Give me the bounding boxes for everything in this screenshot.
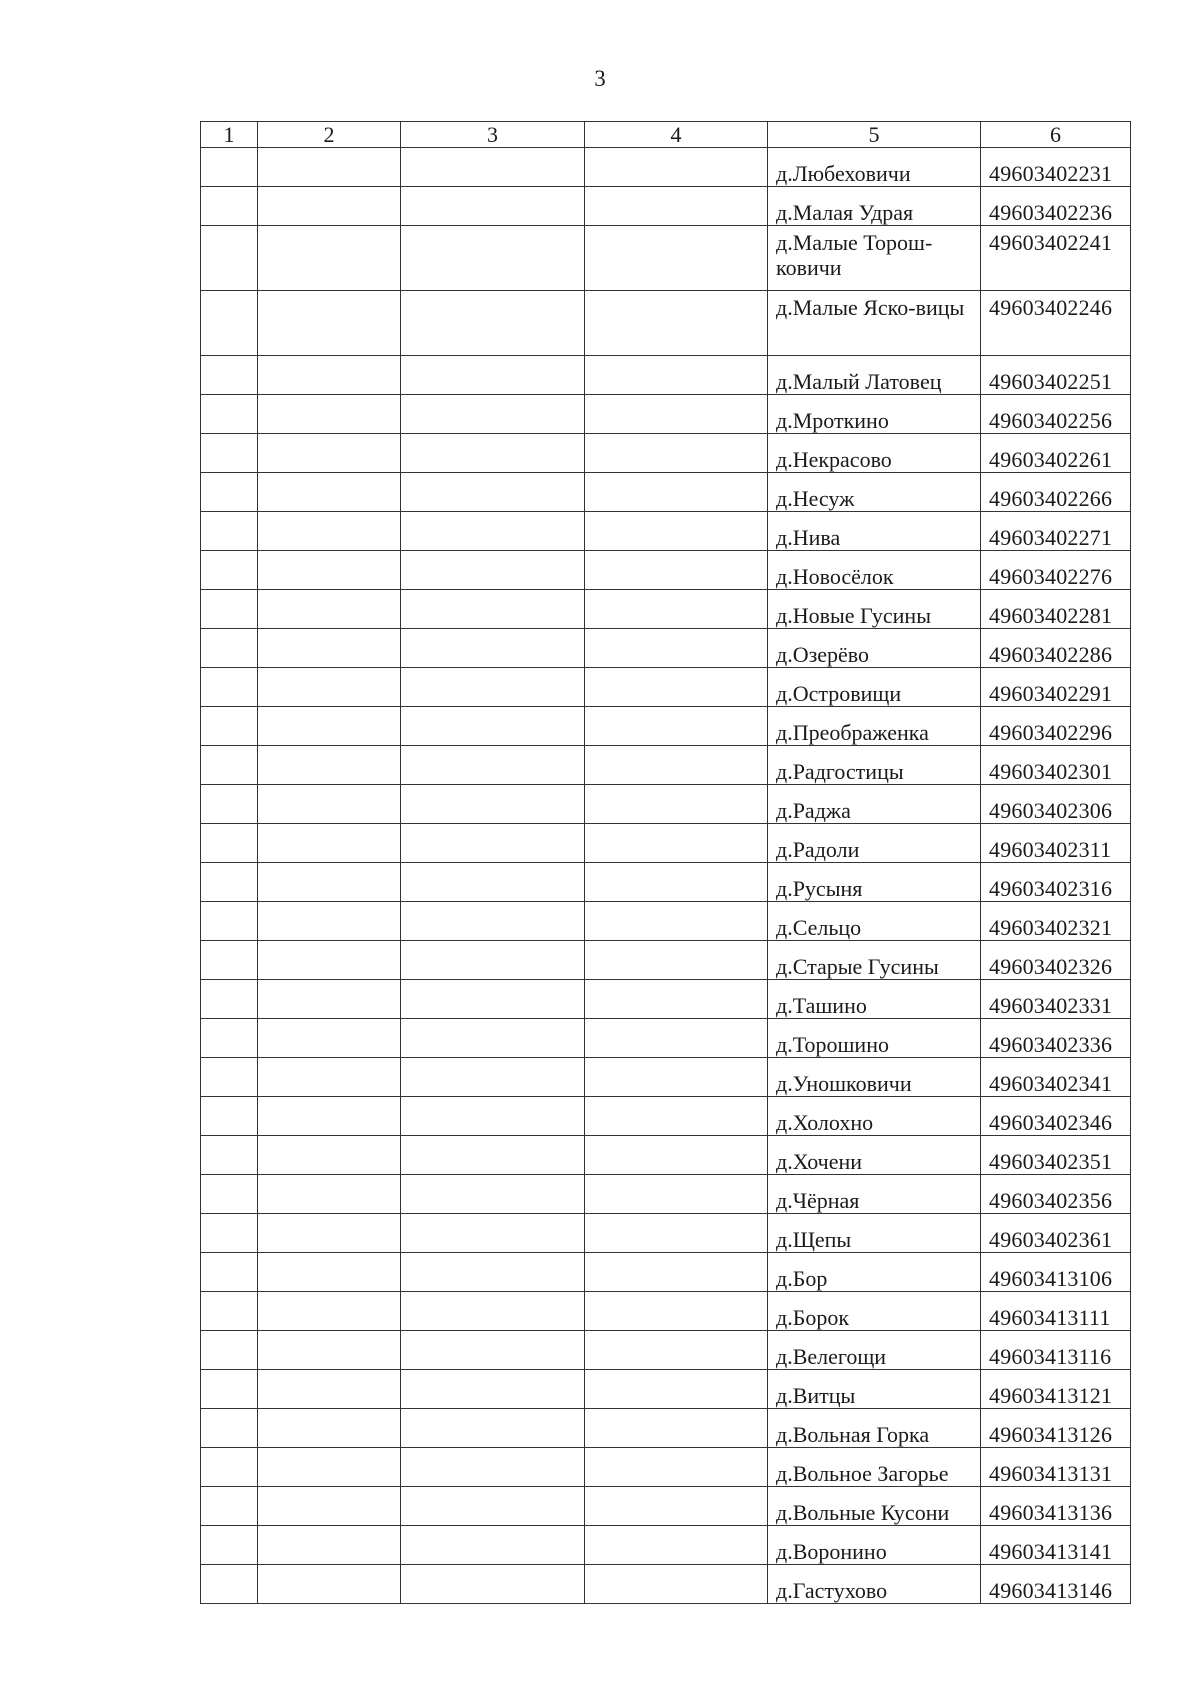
oktmo-code-cell: 49603413146	[981, 1565, 1131, 1604]
oktmo-code-cell: 49603413116	[981, 1331, 1131, 1370]
oktmo-code-cell: 49603402361	[981, 1214, 1131, 1253]
settlement-name-cell: д.Гастухово	[768, 1565, 981, 1604]
cell-col-3	[401, 746, 585, 785]
cell-col-4	[585, 148, 768, 187]
cell-col-4	[585, 1526, 768, 1565]
settlement-name-cell: д.Островищи	[768, 668, 981, 707]
cell-col-2	[258, 1214, 401, 1253]
cell-col-1	[201, 590, 258, 629]
cell-col-2	[258, 395, 401, 434]
cell-col-2	[258, 707, 401, 746]
cell-col-3	[401, 668, 585, 707]
oktmo-code-cell: 49603402336	[981, 1019, 1131, 1058]
cell-col-1	[201, 785, 258, 824]
oktmo-code-cell: 49603402321	[981, 902, 1131, 941]
cell-col-2	[258, 1097, 401, 1136]
cell-col-2	[258, 1175, 401, 1214]
cell-col-3	[401, 148, 585, 187]
cell-col-4	[585, 1292, 768, 1331]
cell-col-4	[585, 1019, 768, 1058]
cell-col-4	[585, 187, 768, 226]
cell-col-4	[585, 226, 768, 291]
settlement-name-cell: д.Торошино	[768, 1019, 981, 1058]
table-row	[201, 1175, 1131, 1214]
cell-col-3	[401, 434, 585, 473]
cell-col-4	[585, 1214, 768, 1253]
column-header-3: 3	[401, 122, 585, 148]
cell-col-4	[585, 551, 768, 590]
oktmo-code-cell: 49603402271	[981, 512, 1131, 551]
cell-col-2	[258, 1136, 401, 1175]
cell-col-1	[201, 863, 258, 902]
cell-col-4	[585, 1370, 768, 1409]
cell-col-2	[258, 1370, 401, 1409]
table-row	[201, 746, 1131, 785]
column-header-4: 4	[585, 122, 768, 148]
cell-col-3	[401, 707, 585, 746]
cell-col-1	[201, 1370, 258, 1409]
cell-col-1	[201, 1292, 258, 1331]
cell-col-2	[258, 356, 401, 395]
settlement-name-cell: д.Вольные Кусони	[768, 1487, 981, 1526]
settlements-table	[200, 121, 1131, 1604]
cell-col-4	[585, 863, 768, 902]
settlement-name-cell: д.Малая Удрая	[768, 187, 981, 226]
cell-col-2	[258, 1565, 401, 1604]
cell-col-4	[585, 590, 768, 629]
cell-col-3	[401, 1448, 585, 1487]
cell-col-1	[201, 1097, 258, 1136]
oktmo-code-cell: 49603402351	[981, 1136, 1131, 1175]
table-row	[201, 1214, 1131, 1253]
column-header-1: 1	[201, 122, 258, 148]
oktmo-code-cell: 49603402241	[981, 226, 1131, 291]
cell-col-3	[401, 941, 585, 980]
table-row	[201, 1526, 1131, 1565]
cell-col-4	[585, 473, 768, 512]
oktmo-code-cell: 49603402311	[981, 824, 1131, 863]
cell-col-2	[258, 1448, 401, 1487]
table-row	[201, 1058, 1131, 1097]
cell-col-2	[258, 1019, 401, 1058]
cell-col-1	[201, 668, 258, 707]
cell-col-4	[585, 980, 768, 1019]
cell-col-3	[401, 1097, 585, 1136]
settlement-name-cell: д.Некрасово	[768, 434, 981, 473]
cell-col-3	[401, 1292, 585, 1331]
cell-col-1	[201, 148, 258, 187]
oktmo-code-cell: 49603402316	[981, 863, 1131, 902]
cell-col-2	[258, 1058, 401, 1097]
settlement-name-cell: д.Малые Торош-ковичи	[768, 226, 981, 291]
oktmo-code-cell: 49603402306	[981, 785, 1131, 824]
settlement-name-cell: д.Воронино	[768, 1526, 981, 1565]
settlement-name-cell: д.Любеховичи	[768, 148, 981, 187]
cell-col-1	[201, 1409, 258, 1448]
cell-col-3	[401, 1175, 585, 1214]
settlement-name-cell: д.Холохно	[768, 1097, 981, 1136]
cell-col-1	[201, 629, 258, 668]
cell-col-2	[258, 1292, 401, 1331]
cell-col-1	[201, 1019, 258, 1058]
cell-col-3	[401, 980, 585, 1019]
cell-col-2	[258, 473, 401, 512]
cell-col-3	[401, 824, 585, 863]
cell-col-4	[585, 785, 768, 824]
cell-col-2	[258, 824, 401, 863]
oktmo-code-cell: 49603402356	[981, 1175, 1131, 1214]
oktmo-code-cell: 49603413126	[981, 1409, 1131, 1448]
cell-col-4	[585, 746, 768, 785]
cell-col-3	[401, 512, 585, 551]
oktmo-code-cell: 49603402251	[981, 356, 1131, 395]
cell-col-1	[201, 902, 258, 941]
oktmo-code-cell: 49603402286	[981, 629, 1131, 668]
cell-col-3	[401, 395, 585, 434]
oktmo-code-cell: 49603413131	[981, 1448, 1131, 1487]
oktmo-code-cell: 49603402296	[981, 707, 1131, 746]
table-row	[201, 1097, 1131, 1136]
column-header-5: 5	[768, 122, 981, 148]
cell-col-1	[201, 291, 258, 356]
cell-col-3	[401, 863, 585, 902]
cell-col-1	[201, 746, 258, 785]
cell-col-1	[201, 941, 258, 980]
cell-col-2	[258, 785, 401, 824]
oktmo-code-cell: 49603413106	[981, 1253, 1131, 1292]
settlement-name-cell: д.Щепы	[768, 1214, 981, 1253]
table-row	[201, 668, 1131, 707]
page-number: 3	[594, 66, 606, 91]
table-row	[201, 1370, 1131, 1409]
table-row	[201, 226, 1131, 291]
table-row	[201, 785, 1131, 824]
cell-col-1	[201, 434, 258, 473]
settlement-name-cell: д.Радгостицы	[768, 746, 981, 785]
cell-col-2	[258, 1409, 401, 1448]
table-row	[201, 1331, 1131, 1370]
settlement-name-cell: д.Малые Яско-вицы	[768, 291, 981, 356]
table-row	[201, 395, 1131, 434]
oktmo-code-cell: 49603402256	[981, 395, 1131, 434]
cell-col-4	[585, 941, 768, 980]
cell-col-3	[401, 1331, 585, 1370]
settlement-name-cell: д.Мроткино	[768, 395, 981, 434]
cell-col-3	[401, 1565, 585, 1604]
table-row	[201, 980, 1131, 1019]
table-row	[201, 629, 1131, 668]
cell-col-3	[401, 473, 585, 512]
cell-col-4	[585, 1448, 768, 1487]
table-row	[201, 590, 1131, 629]
cell-col-2	[258, 187, 401, 226]
cell-col-1	[201, 1175, 258, 1214]
cell-col-3	[401, 629, 585, 668]
cell-col-2	[258, 902, 401, 941]
table-row	[201, 1292, 1131, 1331]
cell-col-3	[401, 356, 585, 395]
cell-col-1	[201, 707, 258, 746]
table-row	[201, 187, 1131, 226]
cell-col-4	[585, 824, 768, 863]
oktmo-code-cell: 49603413141	[981, 1526, 1131, 1565]
cell-col-4	[585, 395, 768, 434]
cell-col-4	[585, 434, 768, 473]
settlement-name-cell: д.Преображенка	[768, 707, 981, 746]
cell-col-3	[401, 1487, 585, 1526]
table-row	[201, 941, 1131, 980]
table-row	[201, 1565, 1131, 1604]
cell-col-2	[258, 434, 401, 473]
cell-col-2	[258, 980, 401, 1019]
cell-col-2	[258, 1487, 401, 1526]
cell-col-4	[585, 1175, 768, 1214]
cell-col-2	[258, 551, 401, 590]
table-row	[201, 512, 1131, 551]
table-row	[201, 1448, 1131, 1487]
cell-col-1	[201, 473, 258, 512]
settlement-name-cell: д.Чёрная	[768, 1175, 981, 1214]
settlement-name-cell: д.Ташино	[768, 980, 981, 1019]
oktmo-code-cell: 49603402281	[981, 590, 1131, 629]
cell-col-4	[585, 1097, 768, 1136]
cell-col-3	[401, 1136, 585, 1175]
column-header-6: 6	[981, 122, 1131, 148]
cell-col-4	[585, 668, 768, 707]
table-row	[201, 863, 1131, 902]
oktmo-code-cell: 49603402231	[981, 148, 1131, 187]
cell-col-2	[258, 148, 401, 187]
cell-col-3	[401, 1214, 585, 1253]
cell-col-2	[258, 941, 401, 980]
cell-col-2	[258, 1331, 401, 1370]
oktmo-code-cell: 49603402301	[981, 746, 1131, 785]
cell-col-1	[201, 1253, 258, 1292]
cell-col-4	[585, 1136, 768, 1175]
oktmo-code-cell: 49603402331	[981, 980, 1131, 1019]
settlement-name-cell: д.Борок	[768, 1292, 981, 1331]
cell-col-4	[585, 1058, 768, 1097]
column-number-row	[201, 122, 1131, 148]
cell-col-1	[201, 1136, 258, 1175]
cell-col-3	[401, 1253, 585, 1292]
settlement-name-cell: д.Нива	[768, 512, 981, 551]
cell-col-3	[401, 590, 585, 629]
settlement-name-cell: д.Хочени	[768, 1136, 981, 1175]
column-header-2: 2	[258, 122, 401, 148]
table-body	[201, 148, 1131, 1604]
settlement-name-cell: д.Озерёво	[768, 629, 981, 668]
cell-col-2	[258, 226, 401, 291]
cell-col-3	[401, 1058, 585, 1097]
settlement-name-cell: д.Радоли	[768, 824, 981, 863]
cell-col-3	[401, 187, 585, 226]
table-row	[201, 291, 1131, 356]
cell-col-3	[401, 291, 585, 356]
cell-col-4	[585, 1253, 768, 1292]
cell-col-1	[201, 1448, 258, 1487]
cell-col-3	[401, 785, 585, 824]
cell-col-2	[258, 668, 401, 707]
cell-col-1	[201, 824, 258, 863]
settlement-name-cell: д.Бор	[768, 1253, 981, 1292]
cell-col-2	[258, 746, 401, 785]
oktmo-code-cell: 49603402326	[981, 941, 1131, 980]
table-row	[201, 902, 1131, 941]
cell-col-3	[401, 1370, 585, 1409]
settlement-name-cell: д.Старые Гусины	[768, 941, 981, 980]
table-row	[201, 1409, 1131, 1448]
table-row	[201, 707, 1131, 746]
cell-col-4	[585, 1565, 768, 1604]
settlement-name-cell: д.Вольное Загорье	[768, 1448, 981, 1487]
cell-col-4	[585, 356, 768, 395]
oktmo-code-cell: 49603413111	[981, 1292, 1131, 1331]
oktmo-code-cell: 49603402246	[981, 291, 1131, 356]
cell-col-4	[585, 1487, 768, 1526]
table-row	[201, 356, 1131, 395]
cell-col-4	[585, 707, 768, 746]
cell-col-4	[585, 291, 768, 356]
table-row	[201, 1136, 1131, 1175]
cell-col-2	[258, 512, 401, 551]
oktmo-code-cell: 49603402266	[981, 473, 1131, 512]
cell-col-1	[201, 980, 258, 1019]
cell-col-3	[401, 1409, 585, 1448]
cell-col-2	[258, 863, 401, 902]
settlement-name-cell: д.Витцы	[768, 1370, 981, 1409]
oktmo-code-cell: 49603413121	[981, 1370, 1131, 1409]
oktmo-code-cell: 49603402291	[981, 668, 1131, 707]
cell-col-3	[401, 1526, 585, 1565]
oktmo-code-cell: 49603402341	[981, 1058, 1131, 1097]
oktmo-code-cell: 49603402236	[981, 187, 1131, 226]
cell-col-1	[201, 1214, 258, 1253]
table-row	[201, 551, 1131, 590]
cell-col-2	[258, 1253, 401, 1292]
table-row	[201, 473, 1131, 512]
settlement-name-cell: д.Велегощи	[768, 1331, 981, 1370]
settlement-name-cell: д.Уношковичи	[768, 1058, 981, 1097]
cell-col-1	[201, 1487, 258, 1526]
oktmo-code-cell: 49603402261	[981, 434, 1131, 473]
oktmo-code-cell: 49603402346	[981, 1097, 1131, 1136]
oktmo-code-cell: 49603402276	[981, 551, 1131, 590]
cell-col-2	[258, 1526, 401, 1565]
settlement-name-cell: д.Малый Латовец	[768, 356, 981, 395]
cell-col-3	[401, 226, 585, 291]
cell-col-1	[201, 395, 258, 434]
cell-col-1	[201, 226, 258, 291]
settlement-name-cell: д.Новосёлок	[768, 551, 981, 590]
cell-col-1	[201, 187, 258, 226]
cell-col-1	[201, 1331, 258, 1370]
cell-col-4	[585, 512, 768, 551]
table-row	[201, 824, 1131, 863]
cell-col-3	[401, 1019, 585, 1058]
table-row	[201, 1019, 1131, 1058]
cell-col-1	[201, 551, 258, 590]
cell-col-4	[585, 1409, 768, 1448]
table-row	[201, 1487, 1131, 1526]
table-row	[201, 1253, 1131, 1292]
cell-col-1	[201, 1058, 258, 1097]
settlement-name-cell: д.Вольная Горка	[768, 1409, 981, 1448]
cell-col-3	[401, 902, 585, 941]
settlement-name-cell: д.Русыня	[768, 863, 981, 902]
cell-col-4	[585, 902, 768, 941]
cell-col-2	[258, 291, 401, 356]
cell-col-2	[258, 629, 401, 668]
cell-col-1	[201, 1565, 258, 1604]
settlement-name-cell: д.Новые Гусины	[768, 590, 981, 629]
cell-col-1	[201, 512, 258, 551]
oktmo-code-cell: 49603413136	[981, 1487, 1131, 1526]
cell-col-4	[585, 629, 768, 668]
table-row	[201, 148, 1131, 187]
cell-col-1	[201, 356, 258, 395]
table-row	[201, 434, 1131, 473]
settlement-name-cell: д.Раджа	[768, 785, 981, 824]
settlement-name-cell: д.Сельцо	[768, 902, 981, 941]
cell-col-3	[401, 551, 585, 590]
cell-col-1	[201, 1526, 258, 1565]
cell-col-4	[585, 1331, 768, 1370]
cell-col-2	[258, 590, 401, 629]
settlement-name-cell: д.Несуж	[768, 473, 981, 512]
